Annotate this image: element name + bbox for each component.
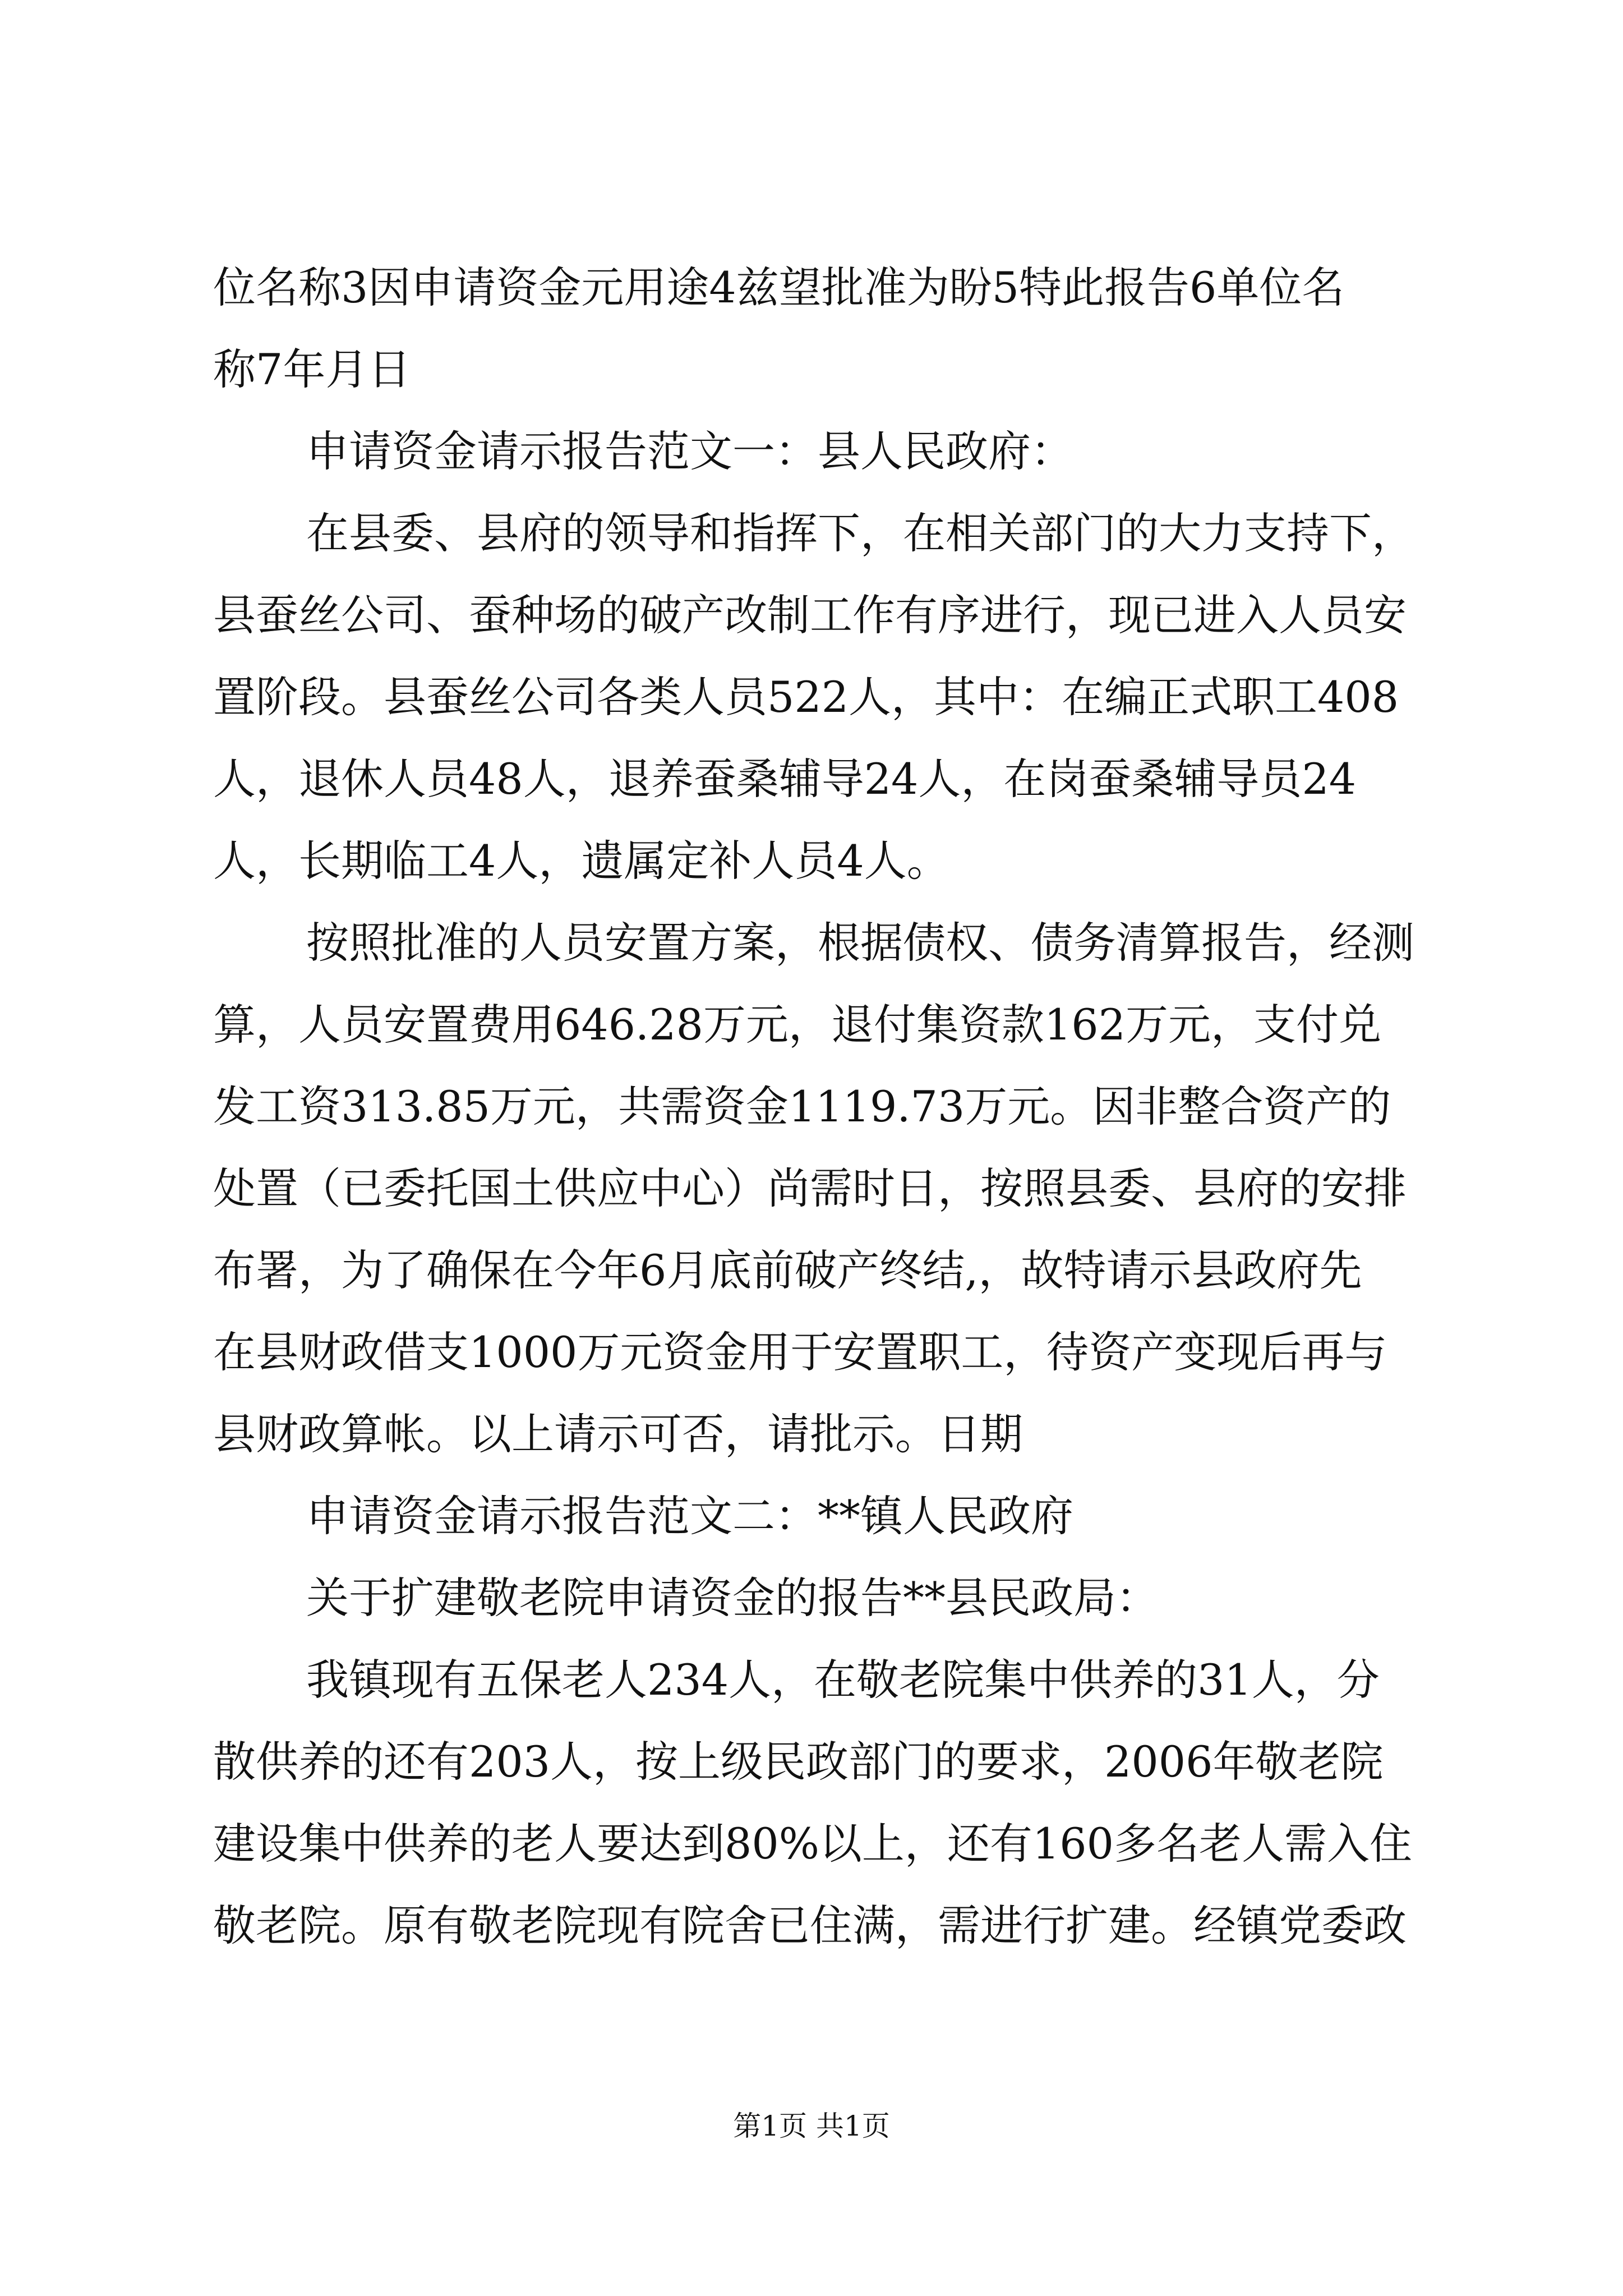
report-title: 关于扩建敬老院申请资金的报告**县民政局： (306, 1573, 1159, 1623)
text-line-18: 我镇现有五保老人234人，在敬老院集中供养的31人，分 (306, 1655, 1380, 1705)
text-line-13: 布署，为了确保在今年6月底前破产终结,，故特请示县政府先 (213, 1245, 1362, 1295)
text-line-7: 人，退休人员48人，退养蚕桑辅导24人，在岗蚕桑辅导员24 (213, 754, 1357, 804)
text-line-11: 发工资313.85万元，共需资金1119.73万元。因非整合资产的 (213, 1082, 1391, 1131)
text-line-8: 人，长期临工4人，遗属定补人员4人。 (213, 836, 949, 886)
section-heading-1: 申请资金请示报告范文一：县人民政府： (306, 426, 1073, 476)
page-number-footer: 第1页 共1页 (733, 2110, 890, 2142)
text-line-2: 称7年月日 (213, 344, 411, 394)
text-line-20: 建设集中供养的老人要达到80%以上，还有160多名老人需入住 (213, 1819, 1412, 1869)
text-line-10: 算，人员安置费用646.28万元，退付集资款162万元，支付兑 (213, 1000, 1381, 1050)
text-line-15: 县财政算帐。以上请示可否，请批示。日期 (213, 1409, 1023, 1459)
text-line-9: 按照批准的人员安置方案，根据债权、债务清算报告，经测 (306, 918, 1414, 968)
document-body (213, 247, 1419, 1967)
text-line-19: 散供养的还有203人，按上级民政部门的要求，2006年敬老院 (213, 1737, 1384, 1787)
text-line-6: 置阶段。县蚕丝公司各类人员522人，其中：在编正式职工408 (213, 672, 1399, 722)
text-line-12: 处置（已委托国土供应中心）尚需时日，按照县委、县府的安排 (213, 1163, 1407, 1213)
text-line-21: 敬老院。原有敬老院现有院舍已住满，需进行扩建。经镇党委政 (213, 1901, 1407, 1950)
text-line-1: 位名称3因申请资金元用途4兹望批准为盼5特此报告6单位名 (213, 263, 1345, 312)
text-line-14: 在县财政借支1000万元资金用于安置职工，待资产变现后再与 (213, 1327, 1387, 1377)
section-heading-2: 申请资金请示报告范文二：**镇人民政府 (306, 1491, 1073, 1541)
text-line-5: 县蚕丝公司、蚕种场的破产改制工作有序进行，现已进入人员安 (213, 590, 1407, 640)
text-line-4: 在县委、县府的领导和指挥下，在相关部门的大力支持下， (306, 508, 1414, 558)
